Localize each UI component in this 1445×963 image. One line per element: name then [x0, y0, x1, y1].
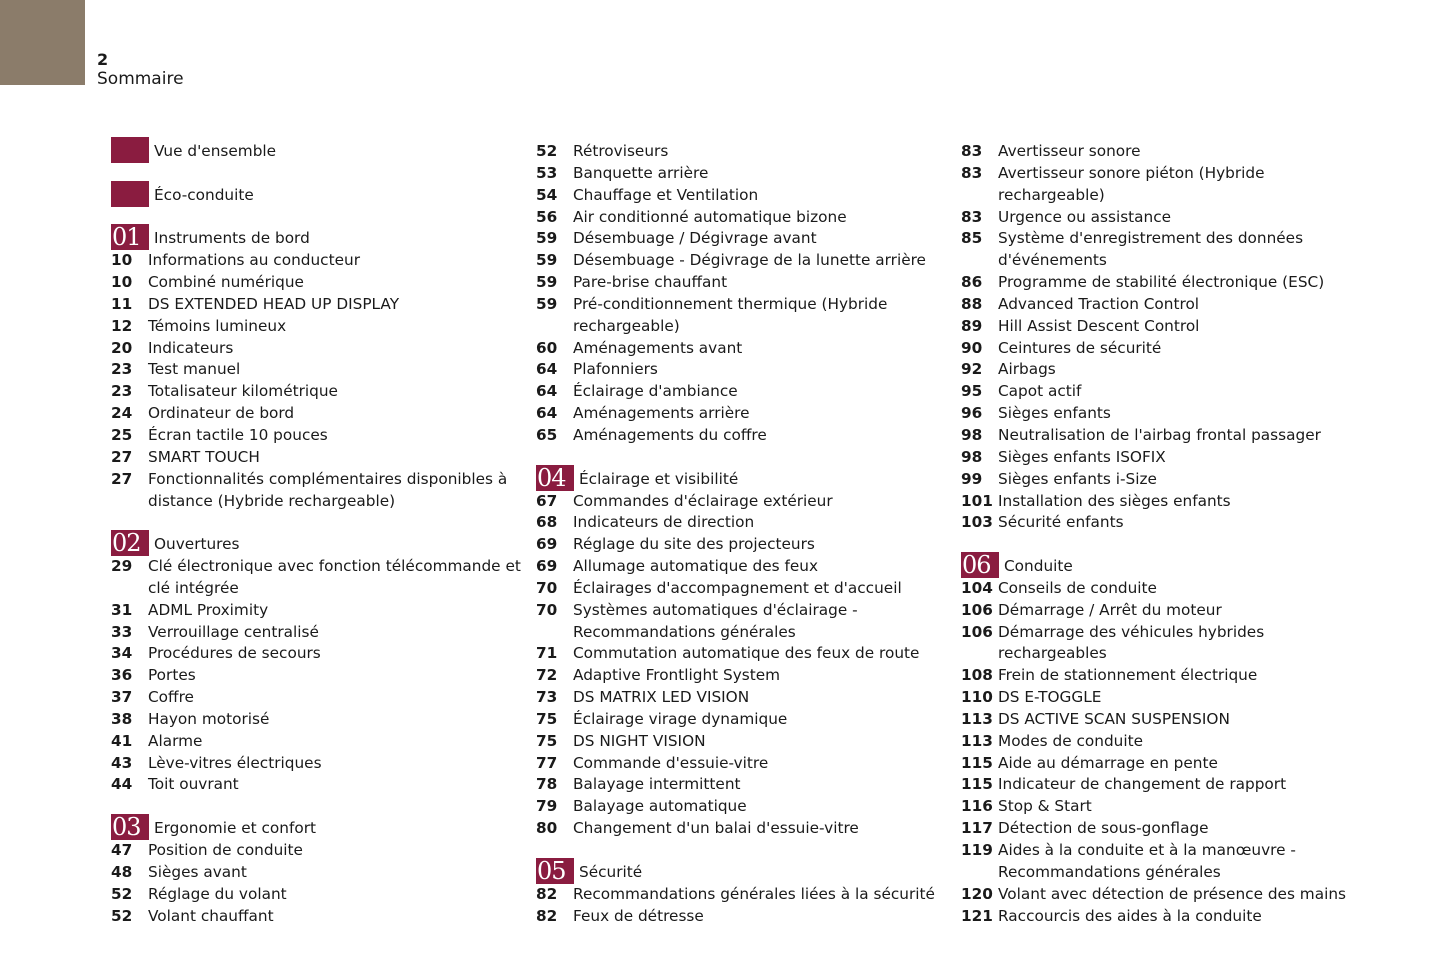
toc-entry[interactable] — [961, 381, 1361, 403]
section-03-list-continued — [536, 141, 936, 447]
entry-title: Sièges enfants — [998, 404, 1111, 423]
section-number: 05 — [536, 858, 574, 884]
page-ref: 64 — [536, 404, 558, 423]
page-ref: 113 — [961, 731, 993, 750]
page-title: Sommaire — [97, 69, 184, 89]
entry-title: Verrouillage centralisé — [148, 622, 319, 641]
toc-entry[interactable] — [111, 381, 521, 403]
page-ref: 34 — [111, 644, 133, 663]
entry-title: Volant avec détection de présence des mains — [998, 884, 1346, 903]
page-ref: 24 — [111, 404, 133, 423]
section-04-list — [536, 491, 936, 841]
page-ref: 101 — [961, 491, 993, 510]
entry-title: Chauffage et Ventilation — [573, 185, 759, 204]
toc-entry[interactable] — [536, 665, 936, 687]
entry-title: Combiné numérique — [148, 273, 304, 292]
toc-entry[interactable] — [111, 294, 521, 316]
page-ref: 67 — [536, 491, 558, 510]
toc-entry[interactable] — [961, 316, 1361, 338]
page-ref: 108 — [961, 666, 993, 685]
toc-entry[interactable] — [111, 665, 521, 687]
toc-entry[interactable] — [961, 228, 1361, 272]
page-ref: 59 — [536, 229, 558, 248]
toc-entry[interactable] — [961, 709, 1361, 731]
toc-entry[interactable] — [536, 556, 936, 578]
page-ref: 117 — [961, 819, 993, 838]
entry-title: Commandes d'éclairage extérieur — [573, 491, 833, 510]
toc-entry[interactable] — [536, 141, 936, 163]
page-ref: 53 — [536, 163, 558, 182]
entry-title: Réglage du volant — [148, 884, 287, 903]
entry-title: Commande d'essuie-vitre — [573, 753, 769, 772]
page-ref: 98 — [961, 447, 983, 466]
page-ref: 106 — [961, 622, 993, 641]
toc-entry[interactable] — [961, 687, 1361, 709]
toc-entry[interactable] — [111, 425, 521, 447]
entry-title: Position de conduite — [148, 841, 303, 859]
section-03[interactable] — [111, 813, 521, 841]
section-vue-ensemble[interactable] — [111, 141, 521, 163]
toc-entry[interactable] — [961, 207, 1361, 229]
page-ref: 60 — [536, 338, 558, 357]
entry-title: Totalisateur kilométrique — [148, 382, 338, 401]
entry-title: Aménagements avant — [573, 338, 743, 357]
entry-title: DS NIGHT VISION — [573, 731, 706, 750]
toc-entry[interactable] — [961, 906, 1361, 928]
section-title: Conduite — [1004, 557, 1073, 576]
page-ref: 38 — [111, 709, 133, 728]
page-ref: 70 — [536, 600, 558, 619]
page-ref: 27 — [111, 447, 133, 466]
toc-entry[interactable] — [111, 753, 521, 775]
page-ref: 29 — [111, 557, 133, 576]
page-ref: 95 — [961, 382, 983, 401]
entry-title: Volant chauffant — [148, 906, 274, 925]
toc-entry[interactable] — [111, 643, 521, 665]
page-ref: 103 — [961, 513, 993, 532]
page-ref: 73 — [536, 688, 558, 707]
page-ref: 69 — [536, 535, 558, 554]
page-ref: 20 — [111, 338, 133, 357]
entry-title: Désembuage - Dégivrage de la lunette arrière — [573, 251, 926, 270]
page-ref: 77 — [536, 753, 558, 772]
toc-entry[interactable] — [536, 753, 936, 775]
toc-entry[interactable] — [111, 774, 521, 796]
section-06-list — [961, 578, 1361, 928]
page-ref: 75 — [536, 709, 558, 728]
page-ref: 104 — [961, 578, 993, 597]
page-ref: 33 — [111, 622, 133, 641]
section-marker — [111, 137, 149, 163]
toc-entry[interactable] — [536, 228, 936, 250]
page-ref: 23 — [111, 360, 133, 379]
entry-title: Modes de conduite — [998, 731, 1144, 750]
entry-title: Éclairage virage dynamique — [573, 709, 788, 728]
entry-title: Pare-brise chauffant — [573, 273, 728, 292]
page-ref: 59 — [536, 294, 558, 313]
section-title: Éco-conduite — [154, 185, 254, 204]
section-01-list — [111, 250, 521, 512]
toc-entry[interactable] — [111, 862, 521, 884]
page-ref: 52 — [111, 906, 133, 925]
page-ref: 120 — [961, 884, 993, 903]
entry-title: Avertisseur sonore piéton (Hybride rechargeable) — [998, 163, 1265, 204]
toc-entry[interactable] — [111, 403, 521, 425]
entry-title: Advanced Traction Control — [998, 294, 1200, 313]
toc-entry[interactable] — [961, 141, 1361, 163]
toc-entry[interactable] — [111, 250, 521, 272]
page-ref: 52 — [536, 142, 558, 160]
entry-title: Aide au démarrage en pente — [998, 753, 1218, 772]
section-05[interactable] — [536, 856, 936, 885]
entry-title: Conseils de conduite — [998, 578, 1157, 597]
entry-title: Démarrage des véhicules hybrides rechargeables — [998, 622, 1265, 663]
entry-title: Sièges enfants ISOFIX — [998, 447, 1166, 466]
toc-entry[interactable] — [536, 403, 936, 425]
section-title: Instruments de bord — [154, 229, 310, 248]
toc-entry[interactable] — [961, 796, 1361, 818]
page-ref: 110 — [961, 688, 993, 707]
toc-entry[interactable] — [536, 185, 936, 207]
entry-title: Raccourcis des aides à la conduite — [998, 906, 1262, 925]
entry-title: Aménagements du coffre — [573, 425, 767, 444]
toc-entry[interactable] — [111, 272, 521, 294]
toc-entry[interactable] — [536, 163, 936, 185]
entry-title: Allumage automatique des feux — [573, 557, 819, 576]
toc-entry[interactable] — [961, 622, 1361, 666]
entry-title: Changement d'un balai d'essuie-vitre — [573, 819, 859, 838]
toc-entry[interactable] — [536, 731, 936, 753]
toc-entry[interactable] — [961, 512, 1361, 534]
entry-title: Balayage automatique — [573, 797, 747, 816]
entry-title: DS ACTIVE SCAN SUSPENSION — [998, 709, 1230, 728]
entry-title: Sièges avant — [148, 862, 247, 881]
page-ref: 43 — [111, 753, 133, 772]
toc-entry[interactable] — [961, 491, 1361, 513]
page-ref: 83 — [961, 207, 983, 226]
toc-entry[interactable] — [111, 469, 521, 513]
entry-title: Adaptive Frontlight System — [573, 666, 781, 685]
section-01[interactable] — [111, 223, 521, 252]
entry-title: Commutation automatique des feux de route — [573, 644, 920, 663]
page-ref: 86 — [961, 273, 983, 292]
page-ref: 121 — [961, 906, 993, 925]
toc-entry[interactable] — [536, 207, 936, 229]
page-ref: 31 — [111, 600, 133, 619]
entry-title: Test manuel — [148, 360, 241, 379]
entry-title: Démarrage / Arrêt du moteur — [998, 600, 1222, 619]
page-ref: 52 — [111, 884, 133, 903]
page-ref: 119 — [961, 841, 993, 859]
entry-title: Système d'enregistrement des données d'événements — [998, 229, 1304, 270]
toc-entry[interactable] — [536, 796, 936, 818]
section-06[interactable] — [961, 550, 1361, 579]
page-ref: 64 — [536, 382, 558, 401]
page-ref: 113 — [961, 709, 993, 728]
entry-title: Détection de sous-gonflage — [998, 819, 1209, 838]
entry-title: Rétroviseurs — [573, 142, 669, 160]
page-ref: 115 — [961, 753, 993, 772]
entry-title: Recommandations générales liées à la sécurité — [573, 884, 935, 903]
section-title: Ergonomie et confort — [154, 819, 316, 838]
entry-title: Éclairage d'ambiance — [573, 382, 738, 401]
toc-entry[interactable] — [961, 578, 1361, 600]
toc-entry[interactable] — [961, 447, 1361, 469]
entry-title: Capot actif — [998, 382, 1082, 401]
toc-entry[interactable] — [961, 840, 1361, 884]
entry-title: Sécurité enfants — [998, 513, 1124, 532]
page-ref: 37 — [111, 688, 133, 707]
entry-title: Balayage intermittent — [573, 775, 741, 794]
entry-title: Systèmes automatiques d'éclairage - Recommandations générales — [573, 600, 858, 641]
entry-title: Informations au conducteur — [148, 251, 360, 270]
page-ref: 83 — [961, 142, 983, 160]
entry-title: Écran tactile 10 pouces — [148, 425, 328, 444]
page-ref: 88 — [961, 294, 983, 313]
toc-entry[interactable] — [961, 884, 1361, 906]
page-ref: 80 — [536, 819, 558, 838]
page-ref: 82 — [536, 906, 558, 925]
page-ref: 12 — [111, 316, 133, 335]
toc-entry[interactable] — [961, 338, 1361, 360]
page-ref: 90 — [961, 338, 983, 357]
page-ref: 79 — [536, 797, 558, 816]
section-title: Sécurité — [579, 862, 643, 881]
toc-entry[interactable] — [536, 381, 936, 403]
page-ref: 48 — [111, 862, 133, 881]
entry-title: Hill Assist Descent Control — [998, 316, 1200, 335]
entry-title: Aménagements arrière — [573, 404, 750, 423]
section-04[interactable] — [536, 463, 936, 492]
entry-title: Témoins lumineux — [148, 316, 287, 335]
page-ref: 11 — [111, 294, 133, 313]
entry-title: SMART TOUCH — [148, 447, 260, 466]
toc-entry[interactable] — [111, 840, 521, 862]
toc-entry[interactable] — [111, 906, 521, 928]
toc-entry[interactable] — [961, 359, 1361, 381]
toc-entry[interactable] — [536, 534, 936, 556]
page-ref: 65 — [536, 425, 558, 444]
page-ref: 10 — [111, 251, 133, 270]
entry-title: DS E-TOGGLE — [998, 688, 1102, 707]
page-ref: 116 — [961, 797, 993, 816]
entry-title: Installation des sièges enfants — [998, 491, 1231, 510]
entry-title: Clé électronique avec fonction télécommande et clé intégrée — [148, 557, 521, 597]
entry-title: Fonctionnalités complémentaires disponibles à distance (Hybride rechargeable) — [148, 469, 508, 510]
page-ref: 72 — [536, 666, 558, 685]
entry-title: Indicateur de changement de rapport — [998, 775, 1287, 794]
toc-entry[interactable] — [111, 731, 521, 753]
toc-entry[interactable] — [536, 425, 936, 447]
page-ref: 23 — [111, 382, 133, 401]
toc-entry[interactable] — [536, 294, 936, 338]
entry-title: Toit ouvrant — [148, 775, 239, 794]
entry-title: Frein de stationnement électrique — [998, 666, 1258, 685]
page-ref: 27 — [111, 469, 133, 488]
section-marker — [111, 181, 149, 207]
section-title: Vue d'ensemble — [154, 142, 277, 160]
entry-title: ADML Proximity — [148, 600, 269, 619]
entry-title: Hayon motorisé — [148, 709, 270, 728]
page-ref: 54 — [536, 185, 558, 204]
toc-entry[interactable] — [536, 709, 936, 731]
section-number: 01 — [111, 224, 149, 250]
toc-entry[interactable] — [961, 294, 1361, 316]
toc-entry[interactable] — [961, 163, 1361, 207]
toc-entry[interactable] — [536, 884, 936, 906]
page-ref: 69 — [536, 557, 558, 576]
toc-entry[interactable] — [111, 884, 521, 906]
toc-entry[interactable] — [536, 687, 936, 709]
page-ref: 44 — [111, 775, 133, 794]
toc-entry[interactable] — [111, 316, 521, 338]
section-03-list — [111, 840, 521, 927]
toc-column-1 — [111, 141, 521, 927]
page-number: 2 — [97, 50, 109, 69]
section-number: 02 — [111, 530, 149, 556]
toc-entry[interactable] — [961, 403, 1361, 425]
toc-entry[interactable] — [536, 578, 936, 600]
page-ref: 59 — [536, 273, 558, 292]
page-ref: 71 — [536, 644, 558, 663]
page-ref: 59 — [536, 251, 558, 270]
entry-title: Désembuage / Dégivrage avant — [573, 229, 817, 248]
section-02-list — [111, 556, 521, 796]
section-05-list-continued — [961, 141, 1361, 534]
page-ref: 85 — [961, 229, 983, 248]
entry-title: Neutralisation de l'airbag frontal passager — [998, 425, 1321, 444]
toc-entry[interactable] — [961, 731, 1361, 753]
toc-entry[interactable] — [961, 469, 1361, 491]
entry-title: DS EXTENDED HEAD UP DISPLAY — [148, 294, 400, 313]
toc-entry[interactable] — [111, 600, 521, 622]
corner-tab — [0, 0, 85, 85]
entry-title: Ceintures de sécurité — [998, 338, 1162, 357]
page-ref: 64 — [536, 360, 558, 379]
entry-title: Lève-vitres électriques — [148, 753, 322, 772]
page-ref: 83 — [961, 163, 983, 182]
entry-title: Portes — [148, 666, 196, 685]
entry-title: Avertisseur sonore — [998, 142, 1141, 160]
toc-entry[interactable] — [536, 272, 936, 294]
entry-title: Indicateurs — [148, 338, 234, 357]
toc-entry[interactable] — [536, 512, 936, 534]
entry-title: Alarme — [148, 731, 203, 750]
toc-entry[interactable] — [111, 359, 521, 381]
section-number: 03 — [111, 814, 149, 840]
entry-title: DS MATRIX LED VISION — [573, 688, 750, 707]
page-ref: 10 — [111, 273, 133, 292]
page-ref: 47 — [111, 841, 133, 859]
toc-entry[interactable] — [536, 250, 936, 272]
section-05-list — [536, 884, 936, 928]
entry-title: Ordinateur de bord — [148, 404, 295, 423]
toc-entry[interactable] — [111, 447, 521, 469]
page-ref: 70 — [536, 578, 558, 597]
entry-title: Programme de stabilité électronique (ESC) — [998, 273, 1325, 292]
toc-entry[interactable] — [536, 600, 936, 644]
entry-title: Air conditionné automatique bizone — [573, 207, 847, 226]
page-ref: 68 — [536, 513, 558, 532]
toc-column-3 — [961, 141, 1361, 927]
entry-title: Éclairages d'accompagnement et d'accueil — [573, 578, 902, 597]
entry-title: Pré-conditionnement thermique (Hybride rechargeable) — [573, 294, 888, 335]
toc-entry[interactable] — [536, 338, 936, 360]
toc-entry[interactable] — [961, 818, 1361, 840]
toc-entry[interactable] — [961, 774, 1361, 796]
toc-entry[interactable] — [536, 643, 936, 665]
page-ref: 36 — [111, 666, 133, 685]
entry-title: Stop & Start — [998, 797, 1092, 816]
toc-entry[interactable] — [961, 665, 1361, 687]
section-number: 06 — [961, 552, 999, 578]
section-02[interactable] — [111, 529, 521, 558]
toc-entry[interactable] — [961, 600, 1361, 622]
page-ref: 82 — [536, 884, 558, 903]
page-ref: 78 — [536, 775, 558, 794]
page-ref: 25 — [111, 425, 133, 444]
entry-title: Feux de détresse — [573, 906, 704, 925]
toc-entry[interactable] — [111, 622, 521, 644]
toc-column-2 — [536, 141, 936, 927]
section-eco-conduite[interactable] — [111, 185, 521, 207]
page-ref: 106 — [961, 600, 993, 619]
section-title: Ouvertures — [154, 535, 240, 554]
section-title: Éclairage et visibilité — [579, 469, 739, 488]
toc-entry[interactable] — [536, 906, 936, 928]
page-ref: 92 — [961, 360, 983, 379]
entry-title: Procédures de secours — [148, 644, 321, 663]
page-ref: 89 — [961, 316, 983, 335]
entry-title: Airbags — [998, 360, 1056, 379]
entry-title: Aides à la conduite et à la manœuvre - Recommandations générales — [998, 841, 1296, 881]
page-ref: 56 — [536, 207, 558, 226]
entry-title: Coffre — [148, 688, 194, 707]
toc-entry[interactable] — [111, 709, 521, 731]
toc-entry[interactable] — [961, 753, 1361, 775]
page-ref: 99 — [961, 469, 983, 488]
toc-entry[interactable] — [111, 338, 521, 360]
entry-title: Plafonniers — [573, 360, 658, 379]
section-number: 04 — [536, 465, 574, 491]
page-ref: 96 — [961, 404, 983, 423]
toc-entry[interactable] — [536, 359, 936, 381]
entry-title: Sièges enfants i-Size — [998, 469, 1157, 488]
toc-entry[interactable] — [111, 687, 521, 709]
toc-entry[interactable] — [961, 425, 1361, 447]
toc-entry[interactable] — [111, 556, 521, 600]
page-ref: 41 — [111, 731, 133, 750]
entry-title: Urgence ou assistance — [998, 207, 1172, 226]
entry-title: Indicateurs de direction — [573, 513, 755, 532]
toc-entry[interactable] — [536, 818, 936, 840]
entry-title: Réglage du site des projecteurs — [573, 535, 815, 554]
page-ref: 75 — [536, 731, 558, 750]
page-ref: 98 — [961, 425, 983, 444]
entry-title: Banquette arrière — [573, 163, 709, 182]
toc-entry[interactable] — [536, 491, 936, 513]
toc-entry[interactable] — [961, 272, 1361, 294]
toc-entry[interactable] — [536, 774, 936, 796]
page-ref: 115 — [961, 775, 993, 794]
